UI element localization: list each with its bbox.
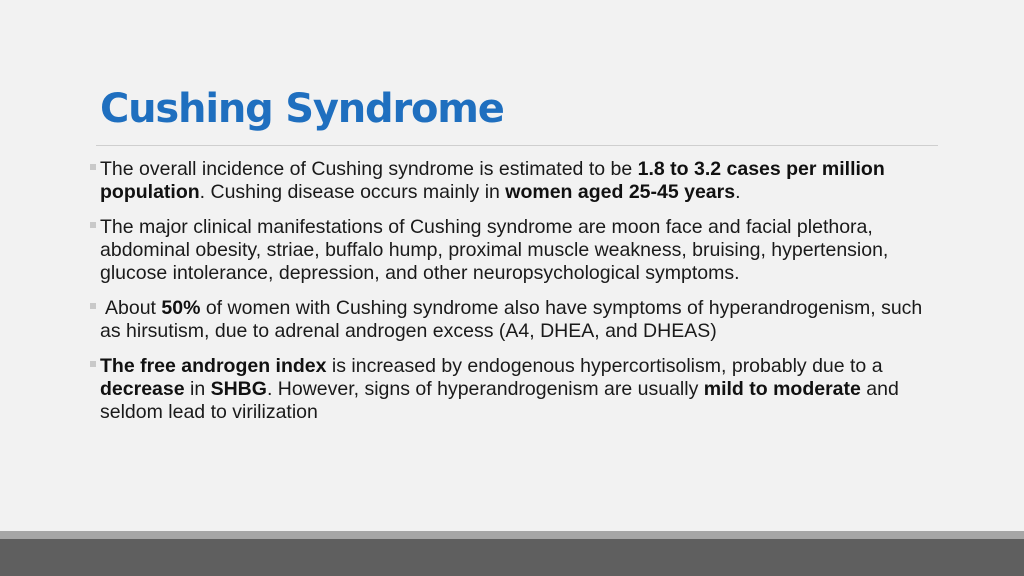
title-divider [96,145,938,146]
bullet-emphasis: 1.8 to 3.2 cases per million population [100,158,885,203]
bullet-text: About [105,297,162,319]
bullet-text: . However, signs of hyperandrogenism are usually [266,378,704,400]
bullet-square-icon [90,164,96,170]
bullet-text: of women with Cushing syndrome also have symptoms of hyperandrogenism, such as hirsutism, due to adrenal androgen excess (A4, DHEA, and DHEAS) [100,297,923,342]
bullet-emphasis: SHBG [210,378,267,400]
bullet-list [100,158,940,436]
bullet-square-icon [90,222,96,228]
footer-bar [0,539,1024,576]
bullet-hyperandrogenism [100,297,940,343]
bullet-emphasis: The free androgen index [100,355,327,377]
bullet-emphasis: mild to moderate [703,378,861,400]
bullet-text: . Cushing disease occurs mainly in [199,181,506,203]
bullet-emphasis: decrease [100,378,185,400]
bullet-text: is increased by endogenous hypercortisolism, probably due to a [326,355,883,377]
footer-accent-bar [0,531,1024,539]
bullet-text: in [184,378,211,400]
bullet-text: The overall incidence of Cushing syndrome is estimated to be [100,158,638,180]
bullet-emphasis: women aged 25-45 years [505,181,736,203]
slide-title: Cushing Syndrome [100,86,504,132]
bullet-text: The major clinical manifestations of Cushing syndrome are moon face and facial plethora, abdominal obesity, striae, buffalo hump, proximal muscle weakness, bruising, hypertension, glucose intolerance, depression, and other neuropsychological symptoms. [100,216,889,284]
bullet-emphasis: 50% [161,297,201,319]
bullet-text: and seldom lead to virilization [100,378,899,423]
bullet-square-icon [90,303,96,309]
bullet-manifestations [100,216,940,285]
bullet-free-androgen-index [100,355,940,424]
bullet-square-icon [90,361,96,367]
bullet-incidence [100,158,940,204]
bullet-text: . [735,181,741,203]
